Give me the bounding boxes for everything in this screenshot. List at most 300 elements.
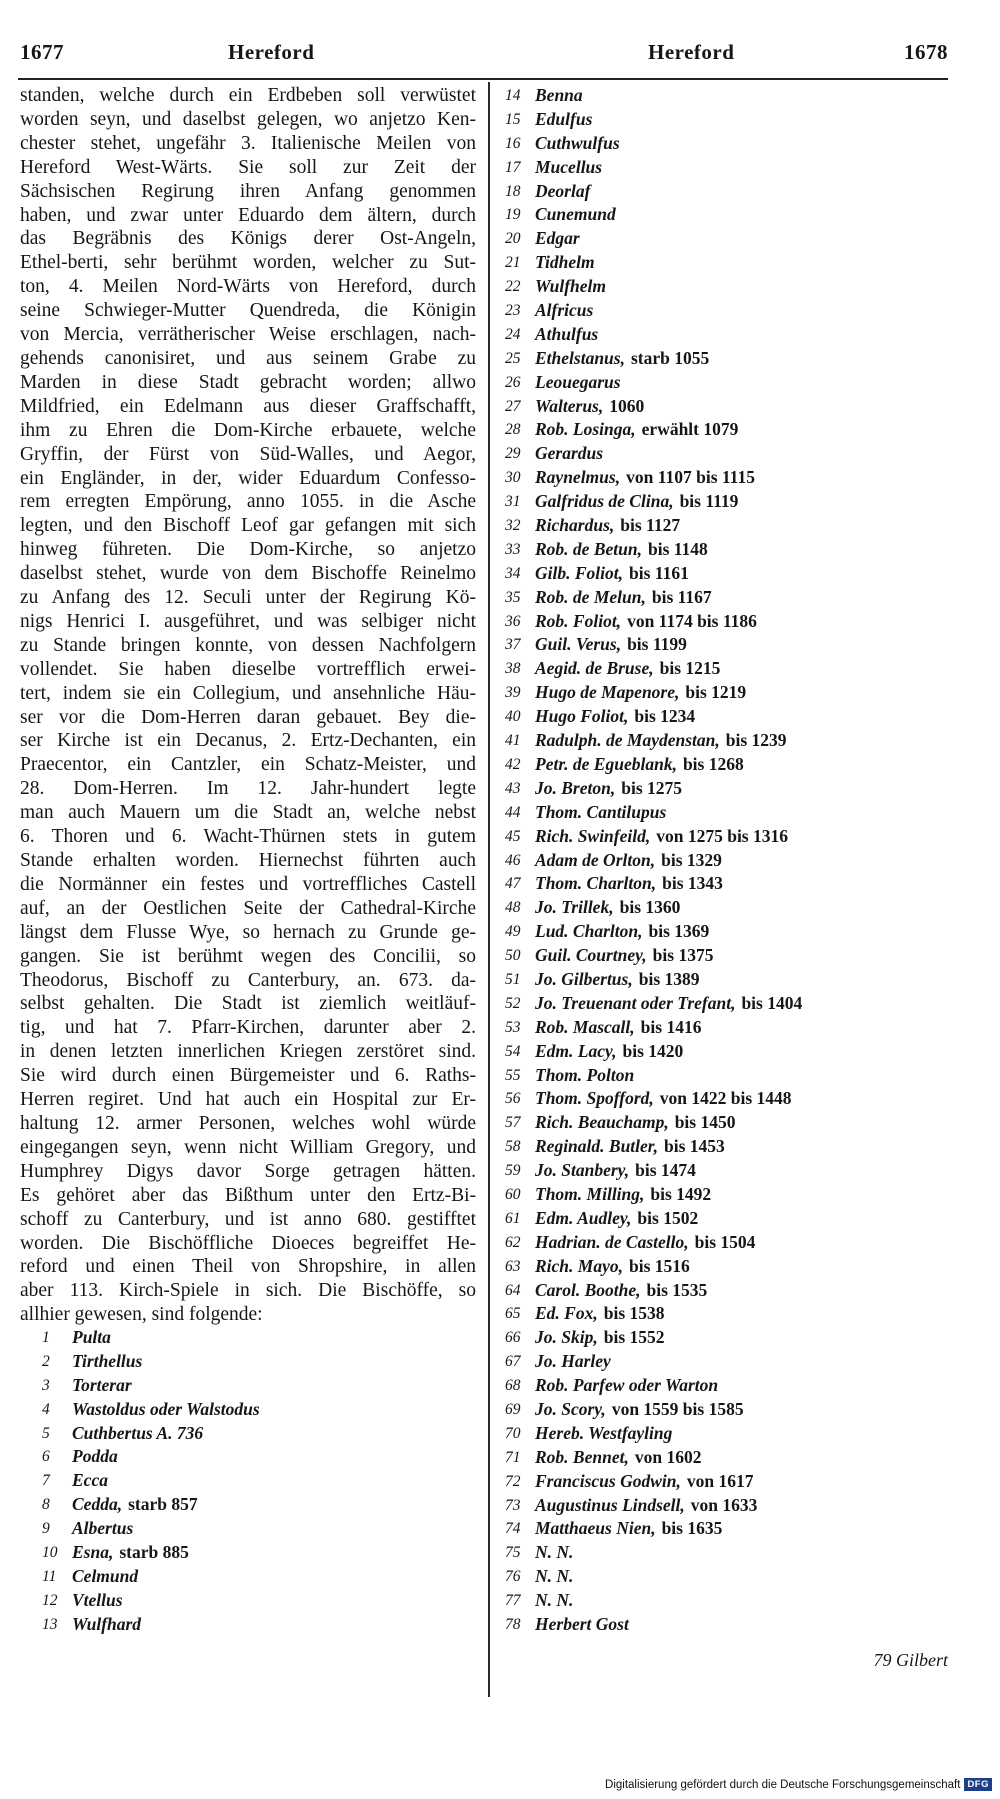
bishop-number: 34 xyxy=(505,564,521,582)
bishop-note: bis 1535 xyxy=(646,1279,708,1300)
bishop-note: bis 1268 xyxy=(682,753,744,774)
bishop-entry xyxy=(505,371,975,395)
bishop-number: 44 xyxy=(505,803,521,821)
text-line: ein Engländer, in der, wider Eduardum Confesso- xyxy=(20,467,476,489)
bishop-name: Matthaeus Nien, xyxy=(535,1518,656,1539)
bishop-name: Edulfus xyxy=(535,108,593,129)
bishop-note: starb 885 xyxy=(119,1542,189,1563)
bishop-name: Walterus, xyxy=(535,395,604,416)
bishop-name: Leouegarus xyxy=(535,371,621,392)
bishop-name: Jo. Skip, xyxy=(535,1327,598,1348)
text-line: in denen letzten innerlichen Kriegen zerstöret sind. xyxy=(20,1041,476,1063)
bishop-name: Cedda, xyxy=(72,1494,123,1515)
bishop-number: 42 xyxy=(505,755,521,773)
bishop-name: Lud. Charlton, xyxy=(535,921,643,942)
bishop-name: Edm. Audley, xyxy=(535,1207,632,1228)
bishop-entry xyxy=(505,753,975,777)
bishop-entry xyxy=(505,538,975,562)
text-line: auf, an der Oestlichen Seite der Cathedral-Kirche xyxy=(20,897,476,919)
text-line: selbst gehalten. Die Stadt ist ziemlich weitläuf- xyxy=(20,993,476,1015)
bishop-entry xyxy=(505,896,975,920)
bishop-name: Pulta xyxy=(72,1327,111,1347)
bishop-name: Reginald. Butler, xyxy=(535,1136,659,1157)
bishop-name: Deorlaf xyxy=(535,180,591,201)
bishop-entry xyxy=(505,442,975,466)
bishop-number: 41 xyxy=(505,732,521,750)
bishop-number: 72 xyxy=(505,1472,521,1490)
text-line: die Normänner ein festes und vortreffliches Castell xyxy=(20,873,476,895)
bishop-entry xyxy=(505,1159,975,1183)
text-line: daselbst stehet, wurde von dem Bischoffe Reinelmo xyxy=(20,563,476,585)
bishop-number: 3 xyxy=(42,1376,50,1394)
bishop-entry xyxy=(505,203,975,227)
bishop-number: 2 xyxy=(42,1352,50,1370)
bishop-name: Edm. Lacy, xyxy=(535,1040,617,1061)
bishop-entry xyxy=(505,156,975,180)
footer-text: Digitalisierung gefördert durch die Deutsche Forschungsgemeinschaft xyxy=(605,1778,961,1791)
bishop-entry xyxy=(42,1326,472,1350)
bishop-number: 64 xyxy=(505,1281,521,1299)
bishop-entry xyxy=(505,347,975,371)
bishop-name: Jo. Harley xyxy=(535,1351,611,1372)
bishop-name: Hugo de Mapenore, xyxy=(535,682,680,703)
bishop-name: Guil. Courtney, xyxy=(535,945,647,966)
bishop-name: Herbert Gost xyxy=(535,1614,629,1634)
bishop-entry xyxy=(505,872,975,896)
bishop-number: 14 xyxy=(505,87,521,104)
bishop-number: 56 xyxy=(505,1090,521,1108)
bishop-entry xyxy=(505,777,975,801)
bishop-entry xyxy=(505,132,975,156)
text-line: chester stehet, ungefähr 3. Italienische Meilen von xyxy=(20,132,476,154)
text-line: rem erregten Empörung, anno 1055. in die Asche xyxy=(20,491,476,513)
bishop-name: Rob. Foliot, xyxy=(535,610,622,631)
text-line: Humphrey Digys davor Sorge getragen hätten. xyxy=(20,1160,476,1182)
bishop-entry xyxy=(42,1613,472,1637)
bishop-name: Rob. Mascall, xyxy=(535,1016,635,1037)
bishop-name: Rob. Losinga, xyxy=(535,419,636,440)
bishop-name: Carol. Boothe, xyxy=(535,1279,641,1300)
bishop-entry xyxy=(505,1111,975,1135)
text-line: Hereford West-Wärts. Sie soll zur Zeit der xyxy=(20,156,476,178)
bishop-number: 54 xyxy=(505,1042,521,1060)
bishop-name: Raynelmus, xyxy=(535,467,621,488)
bishop-number: 76 xyxy=(505,1568,521,1586)
bishop-entry xyxy=(505,1350,975,1374)
text-line: hinweg führeten. Die Dom-Kirche, so anjetzo xyxy=(20,539,476,561)
bishop-number: 27 xyxy=(505,397,521,415)
bishop-name: Podda xyxy=(72,1446,118,1467)
left-page-number: 1677 xyxy=(20,40,64,64)
bishop-number: 8 xyxy=(42,1496,50,1514)
bishop-name: Thom. Polton xyxy=(535,1064,635,1085)
bishop-name: Thom. Milling, xyxy=(535,1183,645,1204)
text-line: tig, und hat 7. Pfarr-Kirchen, darunter aber 2. xyxy=(20,1017,476,1039)
bishop-entry xyxy=(505,1016,975,1040)
bishop-number: 30 xyxy=(505,469,521,487)
bishop-note: von 1107 bis 1115 xyxy=(626,467,755,488)
bishop-name: Franciscus Godwin, xyxy=(535,1470,681,1491)
bishop-number: 75 xyxy=(505,1544,521,1562)
bishop-number: 51 xyxy=(505,970,521,988)
text-line: tert, indem sie ein Collegium, und ansehnliche Häu- xyxy=(20,682,476,704)
bishop-entry xyxy=(505,1565,975,1589)
bishop-number: 52 xyxy=(505,994,521,1012)
bishop-entry xyxy=(505,1326,975,1350)
bishop-note: bis 1552 xyxy=(603,1327,665,1348)
bishop-entry xyxy=(505,227,975,251)
text-line: nigs Henrici I. ausgeführet, und was selbiger nicht xyxy=(20,610,476,632)
bishop-entry xyxy=(505,968,975,992)
text-line: Sächsischen Regirung ihren Anfang genommen xyxy=(20,180,476,202)
text-line: aber 113. Kirch-Spiele in sich. Die Bischöffe, so xyxy=(20,1280,476,1302)
column-divider xyxy=(488,82,490,1697)
bishop-entry xyxy=(42,1350,472,1374)
bishop-number: 38 xyxy=(505,660,521,678)
bishop-list-right xyxy=(505,84,975,1637)
text-line: gangen. Sie ist berühmt wegen des Concilii, so xyxy=(20,945,476,967)
text-line: zu Anfang des 12. Seculi unter der Regirung Kö- xyxy=(20,587,476,609)
bishop-number: 36 xyxy=(505,612,521,630)
bishop-entry xyxy=(505,657,975,681)
text-line: 6. Thoren und 6. Wacht-Thürnen stets in gutem xyxy=(20,826,476,848)
bishop-entry xyxy=(42,1398,472,1422)
text-line: gehends canonisiret, und aus seinem Grabe zu xyxy=(20,347,476,369)
text-line: Sie wird durch einen Bürgemeister und 6. Raths- xyxy=(20,1065,476,1087)
bishop-number: 57 xyxy=(505,1114,521,1132)
catchword: 79 Gilbert xyxy=(873,1650,948,1670)
text-line: standen, welche durch ein Erdbeben soll verwüstet xyxy=(20,85,476,106)
bishop-note: bis 1369 xyxy=(648,921,710,942)
text-line: Mildfried, ein Edelmann aus dieser Graffschafft, xyxy=(20,395,476,417)
bishop-number: 10 xyxy=(42,1544,58,1562)
bishop-number: 4 xyxy=(42,1400,50,1418)
bishop-note: bis 1453 xyxy=(664,1136,725,1157)
bishop-entry xyxy=(505,562,975,586)
bishop-number: 69 xyxy=(505,1400,521,1418)
text-line: legten, und den Bischoff Leof gar gefangen mit sich xyxy=(20,515,476,537)
text-line: worden seyn, und daselbst gelegen, wo anjetzo Ken- xyxy=(20,108,476,130)
bishop-number: 35 xyxy=(505,588,521,606)
bishop-name: Thom. Cantilupus xyxy=(535,801,667,822)
bishop-number: 23 xyxy=(505,302,521,320)
bishop-entry xyxy=(505,1374,975,1398)
bishop-note: bis 1416 xyxy=(640,1016,702,1037)
bishop-note: von 1617 xyxy=(686,1470,754,1491)
bishop-entry xyxy=(505,490,975,514)
text-line: vollendet. Sie haben dieselbe vortrefflich erwei- xyxy=(20,658,476,680)
text-line: Theodorus, Bischoff zu Canterbury, an. 673. da- xyxy=(20,969,476,991)
text-line: Praecentor, ein Cantzler, ein Schatz-Meister, und xyxy=(20,754,476,776)
bishop-entry xyxy=(505,1613,975,1637)
bishop-name: Aegid. de Bruse, xyxy=(535,658,654,679)
bishop-note: bis 1450 xyxy=(674,1112,736,1133)
bishop-number: 7 xyxy=(42,1472,50,1490)
bishop-name: Cunemund xyxy=(535,204,616,225)
bishop-number: 45 xyxy=(505,827,521,845)
bishop-name: Gilb. Foliot, xyxy=(535,562,623,583)
bishop-entry xyxy=(505,944,975,968)
bishop-number: 31 xyxy=(505,493,521,511)
bishop-entry xyxy=(505,466,975,490)
bishop-entry xyxy=(505,849,975,873)
bishop-name: Thom. Spofford, xyxy=(535,1088,654,1109)
bishop-entry xyxy=(505,1470,975,1494)
text-line: Gryffin, der Fürst von Süd-Walles, und Aegor, xyxy=(20,443,476,465)
bishop-number: 58 xyxy=(505,1138,521,1156)
bishop-name: Galfridus de Clina, xyxy=(535,491,674,512)
bishop-name: Benna xyxy=(535,85,583,105)
bishop-note: bis 1148 xyxy=(647,538,708,559)
bishop-number: 66 xyxy=(505,1329,521,1347)
bishop-name: Wulfhard xyxy=(72,1613,142,1634)
bishop-number: 46 xyxy=(505,851,521,869)
bishop-entry xyxy=(505,825,975,849)
bishop-number: 70 xyxy=(505,1424,521,1442)
bishop-name: Wastoldus oder Walstodus xyxy=(72,1398,260,1419)
bishop-number: 63 xyxy=(505,1257,521,1275)
bishop-name: Torterar xyxy=(72,1374,132,1395)
bishop-entry xyxy=(42,1445,472,1469)
bishop-entry xyxy=(505,1302,975,1326)
bishop-name: Mucellus xyxy=(535,156,603,177)
text-line: das Begräbnis des Königs derer Ost-Angeln, xyxy=(20,228,476,250)
bishop-entry xyxy=(505,1589,975,1613)
bishop-name: Petr. de Egueblank, xyxy=(535,753,677,774)
bishop-number: 55 xyxy=(505,1066,521,1084)
bishop-entry xyxy=(505,1231,975,1255)
bishop-note: starb 857 xyxy=(128,1494,198,1515)
bishop-entry xyxy=(505,323,975,347)
bishop-name: Jo. Stanbery, xyxy=(535,1160,630,1181)
bishop-note: bis 1161 xyxy=(629,562,689,583)
right-running-title: Hereford xyxy=(648,40,735,64)
bishop-name: Rob. Bennet, xyxy=(535,1446,629,1467)
bishop-number: 29 xyxy=(505,445,521,463)
bishop-entry xyxy=(505,1541,975,1565)
bishop-note: bis 1119 xyxy=(679,491,739,512)
bishop-number: 17 xyxy=(505,158,521,176)
bishop-name: N. N. xyxy=(535,1590,574,1611)
bishop-name: Albertus xyxy=(72,1518,134,1539)
bishop-name: Tidhelm xyxy=(535,252,595,273)
bishop-entry xyxy=(505,395,975,419)
bishop-number: 39 xyxy=(505,684,521,702)
bishop-entry xyxy=(505,1398,975,1422)
text-line: Es gehöret aber das Bißthum unter den Ertz-Bi- xyxy=(20,1184,476,1206)
bishop-entry xyxy=(505,920,975,944)
bishop-entry xyxy=(505,801,975,825)
bishop-name: Augustinus Lindsell, xyxy=(535,1494,685,1515)
bishop-name: Jo. Gilbertus, xyxy=(535,968,633,989)
bishop-number: 9 xyxy=(42,1520,50,1538)
bishop-name: Hadrian. de Castello, xyxy=(535,1231,689,1252)
bishop-note: erwählt 1079 xyxy=(641,419,739,440)
bishop-note: bis 1404 xyxy=(741,992,803,1013)
bishop-number: 37 xyxy=(505,636,521,654)
bishop-name: Ecca xyxy=(72,1470,108,1491)
text-line: ser Kirche ist ein Decanus, 2. Ertz-Dechanten, ein xyxy=(20,730,476,752)
bishop-name: Jo. Trillek, xyxy=(535,897,614,918)
bishop-number: 33 xyxy=(505,540,521,558)
bishop-note: von 1602 xyxy=(634,1446,702,1467)
bishop-number: 71 xyxy=(505,1448,521,1466)
digitization-footer xyxy=(605,1778,992,1791)
bishop-name: Wulfhelm xyxy=(535,276,606,297)
bishop-entry xyxy=(42,1493,472,1517)
bishop-number: 78 xyxy=(505,1616,521,1633)
bishop-entry xyxy=(505,108,975,132)
bishop-name: Radulph. de Maydenstan, xyxy=(535,730,720,751)
bishop-entry xyxy=(505,1135,975,1159)
bishop-name: Jo. Treuenant oder Trefant, xyxy=(535,992,736,1013)
bishop-note: bis 1167 xyxy=(651,586,712,607)
bishop-entry xyxy=(505,1207,975,1231)
bishop-note: von 1559 bis 1585 xyxy=(611,1398,744,1419)
text-line: 28. Dom-Herren. Im 12. Jahr-hundert legte xyxy=(20,778,476,800)
bishop-entry xyxy=(42,1565,472,1589)
bishop-note: bis 1215 xyxy=(659,658,721,679)
bishop-number: 18 xyxy=(505,182,521,200)
bishop-number: 1 xyxy=(42,1329,50,1346)
left-running-title: Hereford xyxy=(228,40,315,64)
bishop-name: Cuthbertus A. 736 xyxy=(72,1422,204,1443)
bishop-name: Rich. Beauchamp, xyxy=(535,1112,669,1133)
bishop-number: 16 xyxy=(505,134,521,152)
bishop-name: Jo. Breton, xyxy=(535,777,616,798)
bishop-number: 74 xyxy=(505,1520,521,1538)
text-line: Herren regiret. Und hat auch ein Hospital zur Er- xyxy=(20,1089,476,1111)
bishop-number: 67 xyxy=(505,1353,521,1371)
bishop-entry xyxy=(505,1279,975,1303)
text-line: haltung 12. armer Personen, welches wohl würde xyxy=(20,1112,476,1134)
bishop-number: 48 xyxy=(505,899,521,917)
bishop-entry xyxy=(505,251,975,275)
bishop-number: 19 xyxy=(505,206,521,224)
bishop-name: Hereb. Westfayling xyxy=(535,1422,673,1443)
text-line: man auch Mauern um die Stadt an, welche nebst xyxy=(20,802,476,824)
text-line: worden. Die Bischöffliche Dioeces begreiffet He- xyxy=(20,1232,476,1254)
text-line: von Mercia, verrätherischer Weise erschlagen, nach- xyxy=(20,324,476,346)
text-line: reford und einen Theil von Shropshire, in allen xyxy=(20,1256,476,1278)
bishop-note: bis 1516 xyxy=(629,1255,690,1276)
bishop-entry xyxy=(505,586,975,610)
bishop-name: Edgar xyxy=(535,228,580,249)
text-line: ser vor die Dom-Herren daran gebauet. Bey die- xyxy=(20,706,476,728)
bishop-name: Tirthellus xyxy=(72,1350,143,1371)
bishop-entry xyxy=(505,1087,975,1111)
bishop-entry xyxy=(505,418,975,442)
bishop-name: N. N. xyxy=(535,1566,574,1587)
text-line: zu Stande bringen konnte, von dessen Nachfolgern xyxy=(20,634,476,656)
bishop-number: 15 xyxy=(505,110,521,128)
bishop-name: Guil. Verus, xyxy=(535,634,622,655)
bishop-name: N. N. xyxy=(535,1542,574,1563)
bishop-entry xyxy=(505,275,975,299)
bishop-number: 20 xyxy=(505,230,521,248)
bishop-note: bis 1504 xyxy=(694,1231,756,1252)
bishop-entry xyxy=(505,1422,975,1446)
text-line: haben, und zwar unter Eduardo dem ältern, durch xyxy=(20,204,476,226)
bishop-entry xyxy=(505,1446,975,1470)
bishop-name: Rob. Parfew oder Warton xyxy=(535,1375,719,1396)
bishop-entry xyxy=(505,1255,975,1279)
bishop-entry xyxy=(505,1494,975,1518)
bishop-note: starb 1055 xyxy=(630,347,710,368)
bishop-name: Celmund xyxy=(72,1565,139,1586)
bishop-note: bis 1502 xyxy=(637,1207,699,1228)
bishop-entry xyxy=(42,1469,472,1493)
bishop-note: bis 1329 xyxy=(661,849,722,870)
bishop-entry xyxy=(505,1064,975,1088)
header-rule xyxy=(18,78,948,80)
left-column-text xyxy=(20,84,476,1327)
bishop-entry xyxy=(505,180,975,204)
text-line: Marden in diese Stadt gebracht worden; allwo xyxy=(20,371,476,393)
bishop-number: 12 xyxy=(42,1591,58,1609)
bishop-number: 62 xyxy=(505,1233,521,1251)
bishop-name: Ed. Fox, xyxy=(535,1303,598,1324)
bishop-name: Rich. Swinfeild, xyxy=(535,825,651,846)
bishop-name: Athulfus xyxy=(535,323,599,344)
bishop-number: 24 xyxy=(505,325,521,343)
bishop-entry xyxy=(505,610,975,634)
bishop-number: 5 xyxy=(42,1424,50,1442)
bishop-entry xyxy=(505,1517,975,1541)
bishop-number: 49 xyxy=(505,923,521,941)
bishop-name: Rob. de Melun, xyxy=(535,586,646,607)
bishop-note: von 1422 bis 1448 xyxy=(659,1088,792,1109)
bishop-number: 6 xyxy=(42,1448,50,1466)
bishop-entry xyxy=(505,299,975,323)
bishop-entry xyxy=(42,1541,472,1565)
bishop-name: Hugo Foliot, xyxy=(535,706,629,727)
bishop-number: 13 xyxy=(42,1615,58,1633)
bishop-number: 25 xyxy=(505,349,521,367)
bishop-number: 11 xyxy=(42,1567,57,1585)
bishop-number: 73 xyxy=(505,1496,521,1514)
bishop-note: bis 1343 xyxy=(662,873,723,894)
bishop-number: 59 xyxy=(505,1162,521,1180)
bishop-name: Vtellus xyxy=(72,1589,123,1610)
bishop-name: Ethelstanus, xyxy=(535,347,625,368)
bishop-name: Cuthwulfus xyxy=(535,132,620,153)
bishop-list-left xyxy=(42,1326,472,1637)
bishop-name: Rob. de Betun, xyxy=(535,538,642,559)
bishop-note: 1060 xyxy=(609,395,645,416)
bishop-entry xyxy=(42,1517,472,1541)
bishop-note: bis 1199 xyxy=(627,634,687,655)
bishop-number: 21 xyxy=(505,254,521,272)
bishop-note: bis 1420 xyxy=(622,1040,684,1061)
bishop-note: bis 1219 xyxy=(685,682,747,703)
bishop-number: 61 xyxy=(505,1209,521,1227)
bishop-entry xyxy=(505,1040,975,1064)
bishop-note: von 1174 bis 1186 xyxy=(627,610,757,631)
bishop-note: bis 1360 xyxy=(619,897,681,918)
bishop-name: Thom. Charlton, xyxy=(535,873,657,894)
bishop-entry xyxy=(505,633,975,657)
bishop-number: 77 xyxy=(505,1592,521,1610)
bishop-note: bis 1127 xyxy=(620,515,681,536)
bishop-number: 28 xyxy=(505,421,521,439)
bishop-number: 65 xyxy=(505,1305,521,1323)
bishop-number: 50 xyxy=(505,947,521,965)
bishop-name: Esna, xyxy=(72,1542,114,1563)
text-line: ihm zu Ehren die Dom-Kirche erbauete, welche xyxy=(20,419,476,441)
text-line: Ethel-berti, sehr berühmt worden, welcher zu Sut- xyxy=(20,252,476,274)
bishop-number: 40 xyxy=(505,708,521,726)
